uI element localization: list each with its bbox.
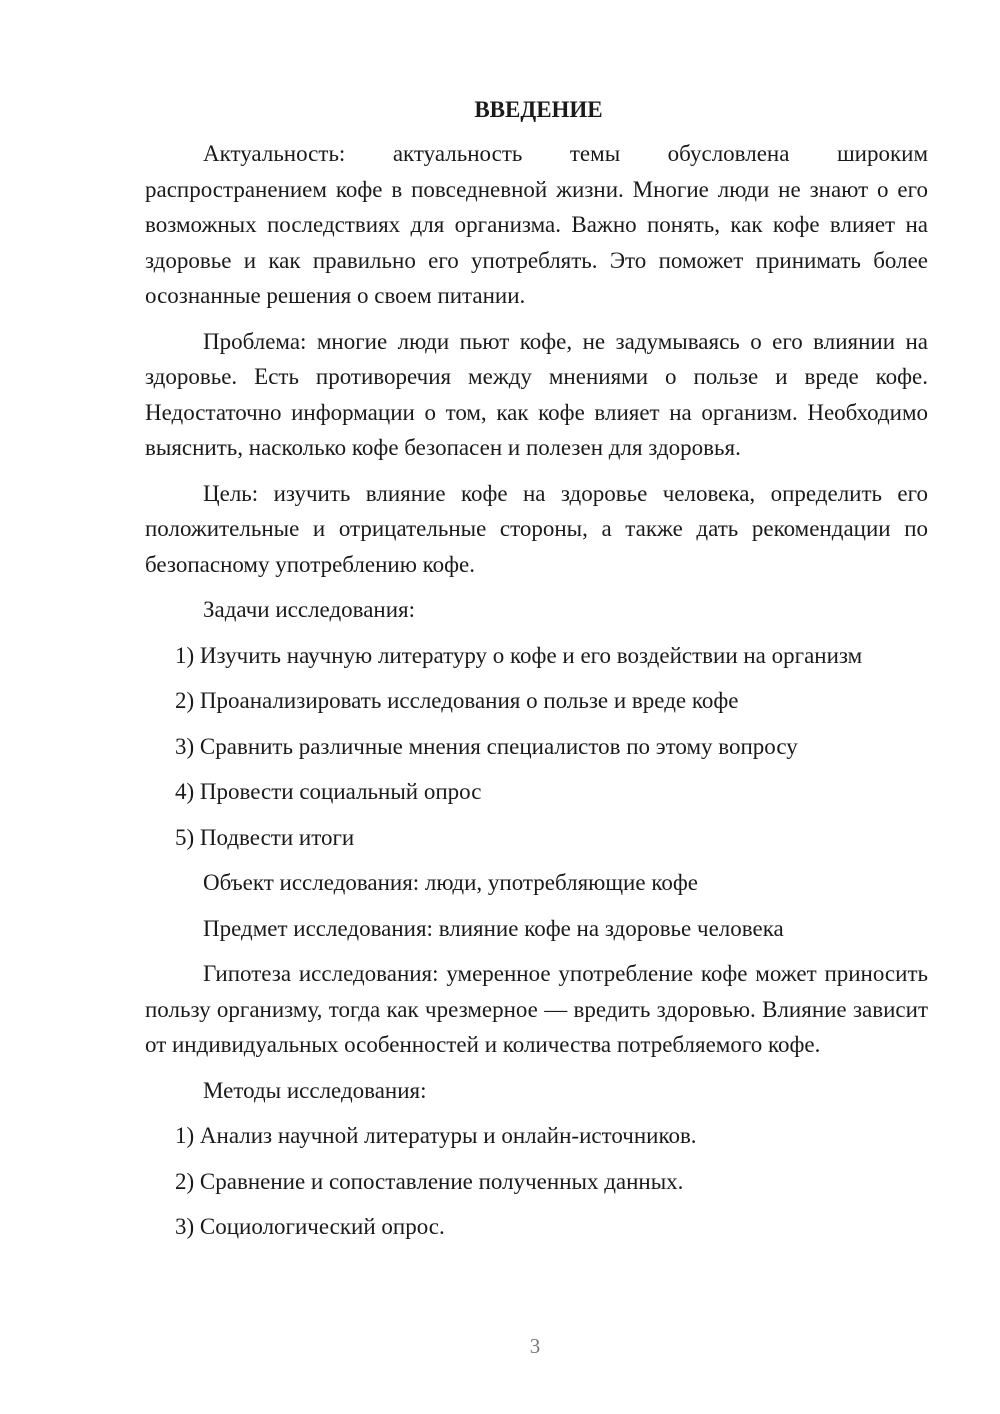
problem-paragraph: Проблема: многие люди пьют кофе, не задумываясь о его влиянии на здоровье. Есть противоречия между мнениями о пользе и вреде кофе. Недостаточно информации о том, как кофе влияет на организм. Необходимо выяснить, насколько кофе безопасен и полезен для здоровья. — [145, 328, 928, 460]
research-subject: Предмет исследования: влияние кофе на здоровье человека — [203, 915, 784, 941]
hypothesis-paragraph: Гипотеза исследования: умеренное употребление кофе может приносить пользу организму, тогда как чрезмерное — вредить здоровью. Влияние зависит от индивидуальных особенностей и количества потребляемого кофе. — [145, 961, 928, 1057]
method-item-2: 2) Сравнение и сопоставление полученных данных. — [175, 1168, 684, 1194]
methods-heading: Методы исследования: — [203, 1077, 427, 1103]
page-number: 3 — [529, 1334, 541, 1358]
method-item-3: 3) Социологический опрос. — [175, 1214, 445, 1239]
research-object: Объект исследования: люди, употребляющие кофе — [203, 870, 698, 895]
task-item-1: 1) Изучить научную литературу о кофе и его воздействии на организм — [175, 642, 863, 668]
task-item-2: 2) Проанализировать исследования о пользе и вреде кофе — [175, 688, 739, 713]
task-item-5: 5) Подвести итоги — [175, 824, 355, 850]
task-item-4: 4) Провести социальный опрос — [175, 779, 482, 804]
tasks-heading: Задачи исследования: — [203, 597, 416, 622]
document-page — [145, 96, 928, 1255]
relevance-paragraph: Актуальность: актуальность темы обусловлена широким распространением кофе в повседневной жизни. Многие люди не знают о его возможных последствиях для организма. Важно понять, как кофе влияет на здоровье и как правильно его употреблять. Это поможет принимать более осознанные решения о своем питании. — [145, 141, 928, 308]
page-title: ВВЕДЕНИЕ — [474, 97, 603, 122]
goal-paragraph: Цель: изучить влияние кофе на здоровье человека, определить его положительные и отрицательные стороны, а также дать рекомендации по безопасному употреблению кофе. — [145, 480, 928, 577]
task-item-3: 3) Сравнить различные мнения специалистов по этому вопросу — [175, 733, 798, 759]
method-item-1: 1) Анализ научной литературы и онлайн-источников. — [175, 1123, 697, 1148]
